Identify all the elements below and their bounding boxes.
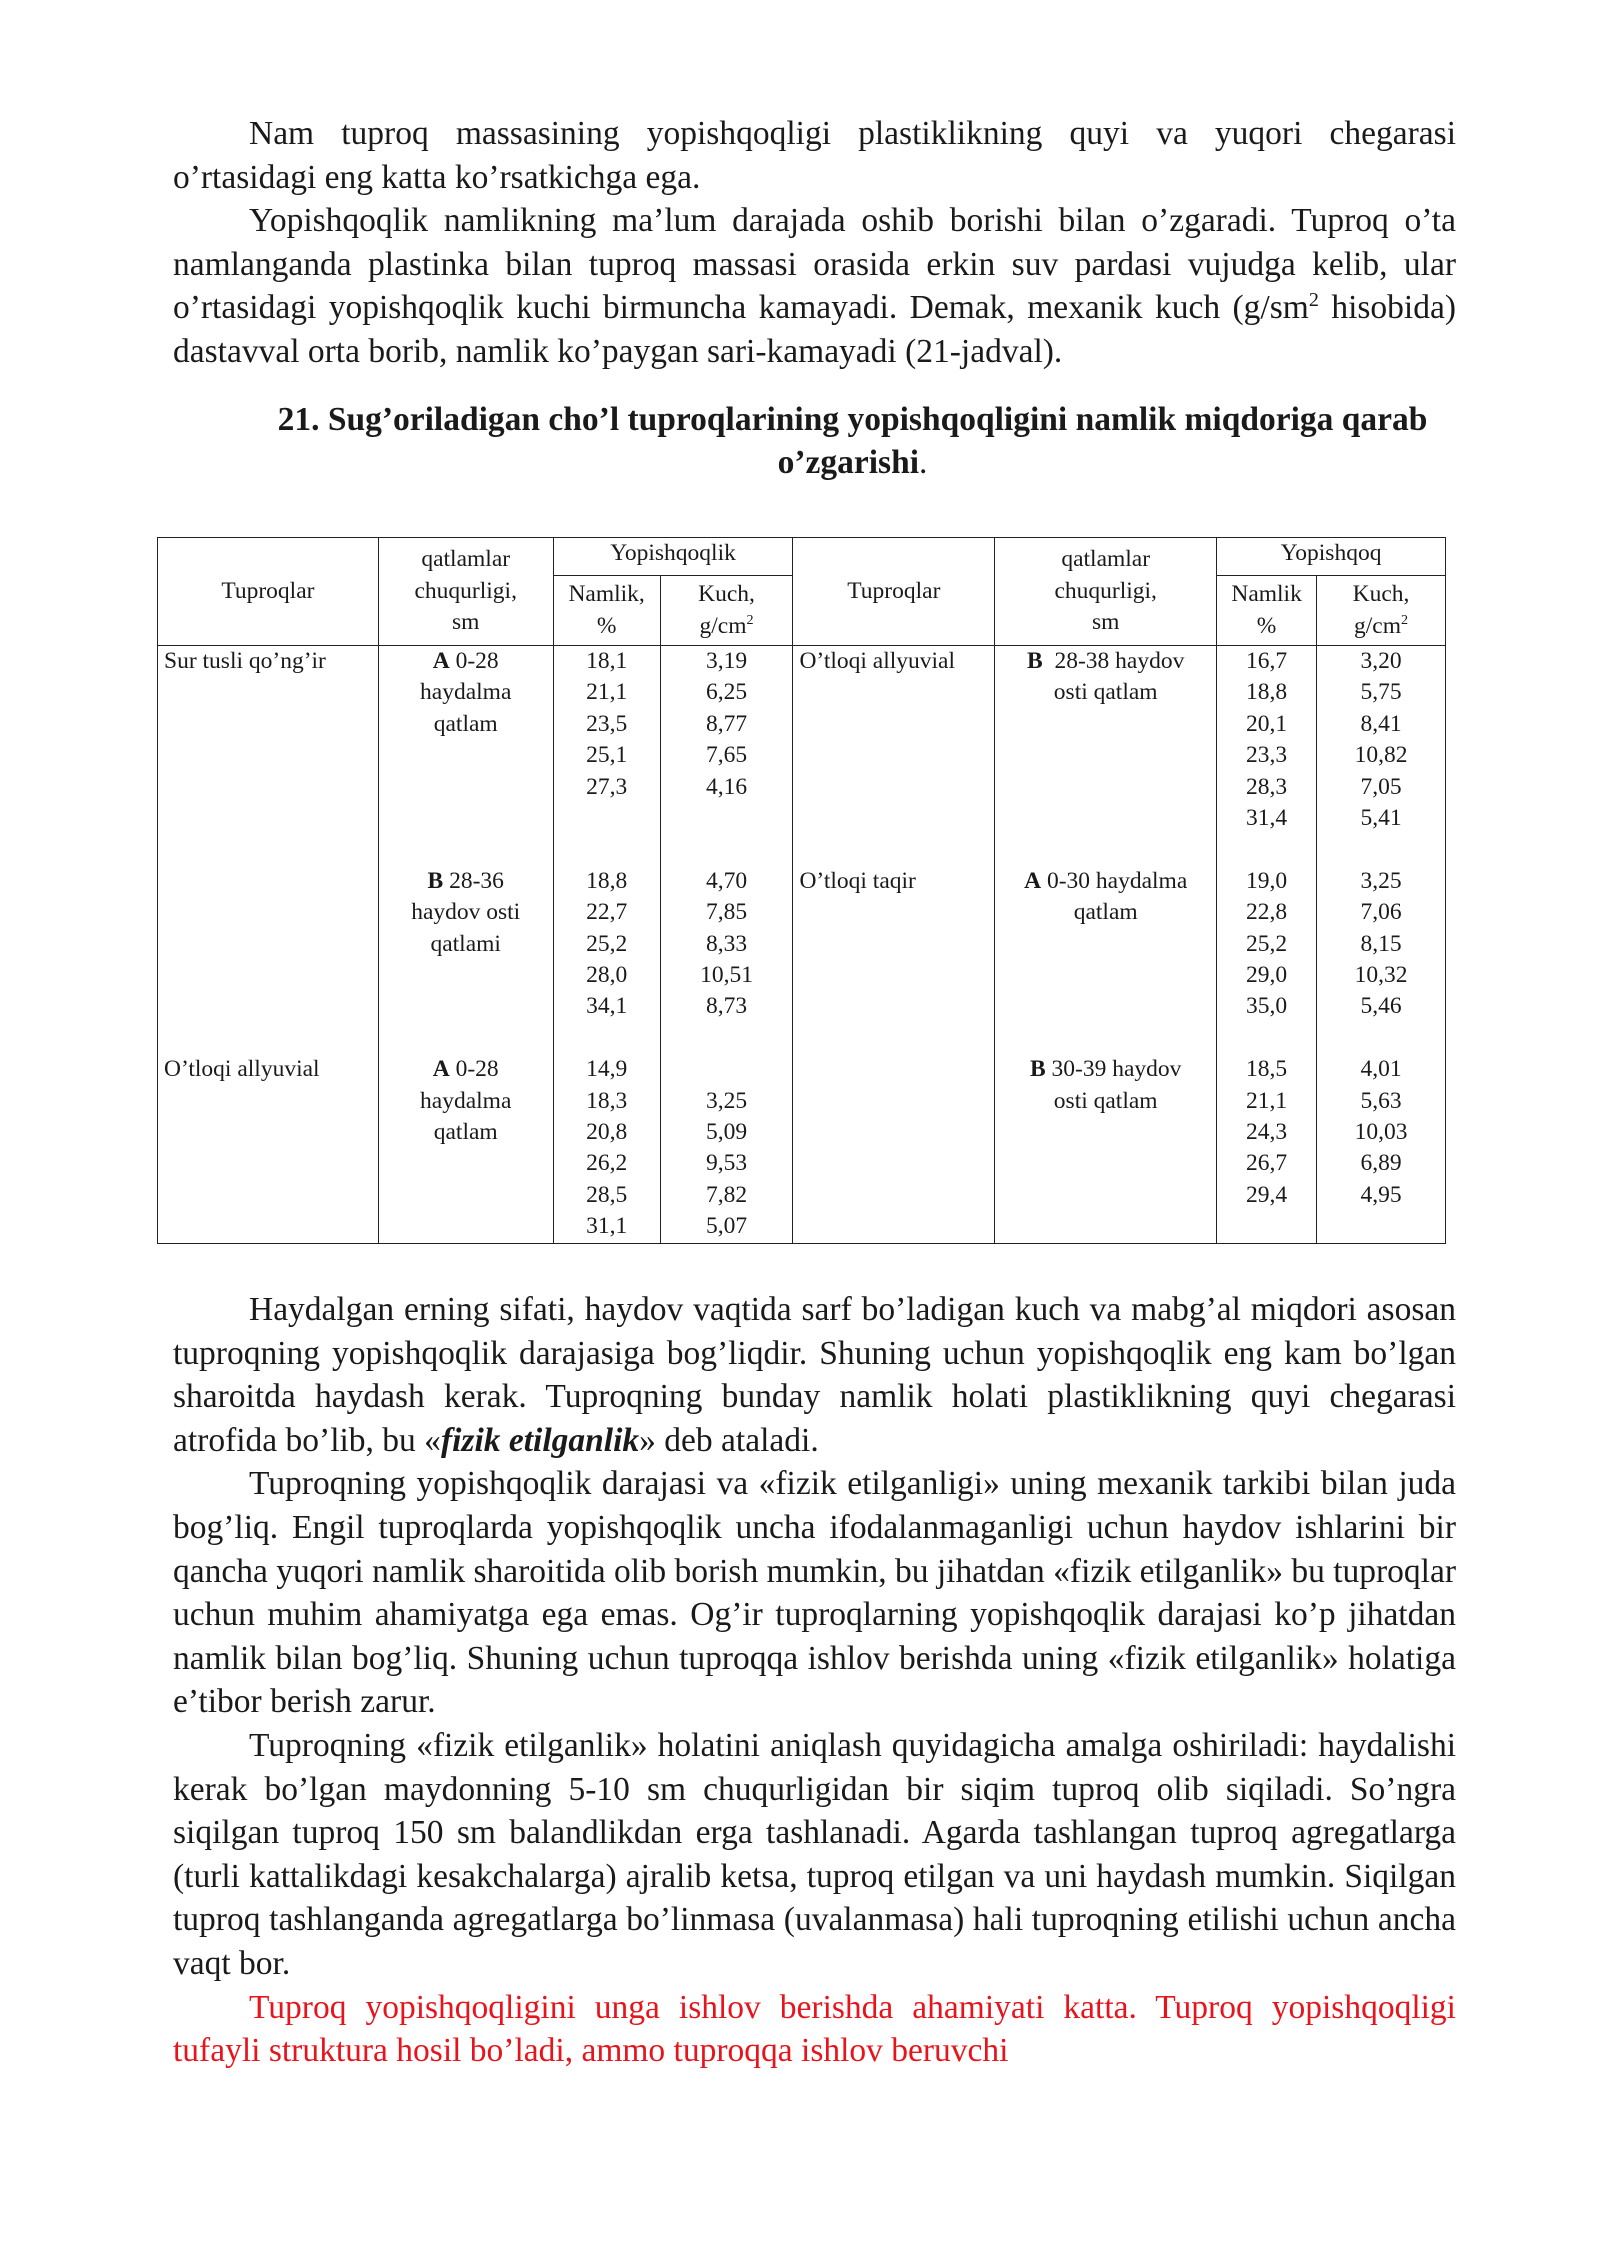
- table-row: [158, 1054, 1446, 1243]
- intro-paragraph-1: Nam tuproq massasining yopishqoqligi plastiklikning quyi va yuqori chegarasi o’rtasidagi eng katta ko’rsatkichga ega.: [173, 115, 1456, 196]
- table-caption: 21. Sug’oriladigan cho’l tuproqlarining yopishqoqligini namlik miqdoriga qarab o’zgarishi.: [277, 400, 1428, 482]
- header-moisture-right: Namlik %: [1217, 576, 1317, 646]
- moisture-cell: 16,7 18,8 20,1 23,3 28,3 31,4: [1217, 646, 1317, 866]
- body-text: [173, 1288, 1456, 2073]
- intro-paragraph-2: Yopishqoqlik namlikning ma’lum darajada oshib borishi bilan o’zgaradi. Tuproq o’ta namlanganda plastinka bilan tuproq massasi orasida erkin suv pardasi vujudga kelib, ular o’rtasidagi yopishqoqlik kuchi birmuncha kamayadi. Demak, mexanik kuch ($g/sm^2$ hisobida) dastavval orta borib, namlik ko’paygan sari-kamayadi (21-jadval).: [173, 202, 1456, 370]
- header-soils-left: Tuproqlar: [158, 538, 379, 646]
- layer-depth-cell: A 0-30 haydalma qatlam: [995, 866, 1217, 1054]
- document-page: [164, 112, 1456, 2070]
- header-force-right: Kuch, $g/cm^2$: [1317, 576, 1446, 646]
- header-group-left: Yopishqoqlik: [553, 538, 793, 576]
- layer-depth-cell: B 30-39 haydov osti qatlam: [995, 1054, 1217, 1243]
- force-cell: 4,70 7,85 8,33 10,51 8,73: [660, 866, 793, 1054]
- layer-depth-cell: A 0-28 haydalma qatlam: [378, 646, 553, 866]
- force-cell: 3,25 7,06 8,15 10,32 5,46: [1317, 866, 1446, 1054]
- force-cell: 3,25 5,09 9,53 7,82 5,07: [660, 1054, 793, 1243]
- table-body: [158, 646, 1446, 1244]
- soil-name-cell: O’tloqi allyuvial: [158, 1054, 379, 1243]
- body-paragraph-2: Tuproqning yopishqoqlik darajasi va «fizik etilganligi» uning mexanik tarkibi bilan juda bog’liq. Engil tuproqlarda yopishqoqlik uncha ifodalanmaganligi uchun haydov ishlarini bir qancha yuqori namlik sharoitida olib borish mumkin, bu jihatdan «fizik etilganlik» bu tuproqlar uchun muhim ahamiyatga ega emas. Og’ir tuproqlarning yopishqoqlik darajasi ko’p jihatdan namlik bilan bog’liq. Shuning uchun tuproqqa ishlov berishda uning «fizik etilganlik» holatiga e’tibor berish zarur.: [173, 1465, 1456, 1721]
- moisture-cell: 19,0 22,8 25,2 29,0 35,0: [1217, 866, 1317, 1054]
- soil-name-cell: O’tloqi taqir: [793, 866, 995, 1054]
- moisture-cell: 14,9 18,3 20,8 26,2 28,5 31,1: [553, 1054, 660, 1243]
- table-row: [158, 866, 1446, 1054]
- soil-name-cell: O’tloqi allyuvial: [793, 646, 995, 866]
- soil-name-cell: [793, 1054, 995, 1243]
- body-paragraph-4: Tuproq yopishqoqligini unga ishlov berishda ahamiyati katta. Tuproq yopishqoqligi tufayli struktura hosil bo’ladi, ammo tuproqqa ishlov beruvchi: [173, 1988, 1456, 2070]
- header-moisture-left: Namlik, %: [553, 576, 660, 646]
- soil-name-cell: [158, 866, 379, 1054]
- force-cell: 3,19 6,25 8,77 7,65 4,16: [660, 646, 793, 866]
- force-cell: 3,20 5,75 8,41 10,82 7,05 5,41: [1317, 646, 1446, 866]
- soil-stickiness-table: [157, 537, 1446, 1244]
- moisture-cell: 18,1 21,1 23,5 25,1 27,3: [553, 646, 660, 866]
- layer-depth-cell: A 0-28 haydalma qatlam: [378, 1054, 553, 1243]
- header-soils-right: Tuproqlar: [793, 538, 995, 646]
- force-cell: 4,01 5,63 10,03 6,89 4,95: [1317, 1054, 1446, 1243]
- header-layer-left: qatlamlar chuqurligi, sm: [378, 538, 553, 646]
- body-paragraph-3: Tuproqning «fizik etilganlik» holatini aniqlash quyidagicha amalga oshiriladi: haydalishi kerak bo’lgan maydonning 5-10 sm chuqurligidan bir siqim tuproq olib siqiladi. So’ngra siqilgan tuproq 150 sm balandlikdan erga tashlanadi. Agarda tashlangan tuproq agregatlarga (turli kattalikdagi kesakchalarga) ajralib ketsa, tuproq etilgan va uni haydash mumkin. Siqilgan tuproq tashlanganda agregatlarga bo’linmasa (uvalanmasa) hali tuproqning etilishi uchun ancha vaqt bor.: [173, 1726, 1456, 1982]
- layer-depth-cell: B 28-38 haydov osti qatlam: [995, 646, 1217, 866]
- body-paragraph-1: Haydalgan erning sifati, haydov vaqtida sarf bo’ladigan kuch va mabg’al miqdori asosan tuproqning yopishqoqlik darajasiga bog’liqdir. Shuning uchun yopishqoqlik eng kam bo’lgan sharoitda haydash kerak. Tuproqning bunday namlik holati plastiklikning quyi chegarasi atrofida bo’lib, bu «fizik etilganlik» deb ataladi.: [173, 1291, 1456, 1459]
- moisture-cell: 18,8 22,7 25,2 28,0 34,1: [553, 866, 660, 1054]
- term-fizik-etilganlik: fizik etilganlik: [440, 1421, 640, 1459]
- layer-depth-cell: B 28-36 haydov osti qatlami: [378, 866, 553, 1054]
- table-row: [158, 646, 1446, 866]
- header-group-right: Yopishqoq: [1217, 538, 1446, 576]
- header-layer-right: qatlamlar chuqurligi, sm: [995, 538, 1217, 646]
- soil-name-cell: Sur tusli qo’ng’ir: [158, 646, 379, 866]
- moisture-cell: 18,5 21,1 24,3 26,7 29,4: [1217, 1054, 1317, 1243]
- header-force-left: Kuch, $g/cm^2$: [660, 576, 793, 646]
